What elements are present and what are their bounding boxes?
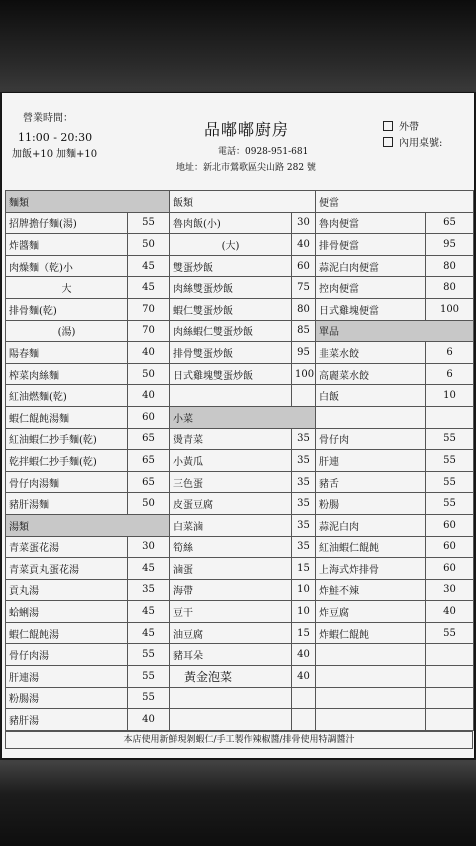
menu-sheet (2, 93, 474, 758)
menu-item-name: 紅油燃麵(乾) (6, 385, 128, 407)
menu-item-name: 榨菜肉絲麵 (6, 363, 128, 385)
menu-item-name: 滷蛋 (170, 558, 292, 580)
menu-item-price: 15 (292, 622, 316, 644)
restaurant-name: 品嘟嘟廚房 (204, 120, 290, 139)
menu-item-price: 50 (128, 493, 170, 515)
menu-item-name: 肉燥麵（乾)小 (6, 255, 128, 277)
hours-label: 營業時間： (23, 113, 73, 124)
menu-item-price: 6 (426, 363, 474, 385)
menu-item-name: 豬肝湯 (6, 709, 128, 731)
menu-item-price: 55 (128, 644, 170, 666)
takeout-label: 外帶 (399, 122, 419, 133)
menu-item-price: 40 (292, 666, 316, 688)
menu-item-name: 黃金泡菜 (170, 666, 292, 688)
menu-item-price: 45 (128, 255, 170, 277)
menu-item-name: 韭菜水餃 (316, 342, 426, 364)
menu-item-price (426, 644, 474, 666)
menu-item-name: 蝦仁雙蛋炒飯 (170, 298, 292, 320)
opening-hours: 11:00 - 20:30 (18, 131, 93, 144)
menu-item-name: 蝦仁餛飩湯麵 (6, 406, 128, 428)
menu-item-price: 55 (426, 493, 474, 515)
section-heading: 單品 (316, 320, 474, 342)
menu-item-price: 65 (426, 212, 474, 234)
menu-item-price: 100 (426, 298, 474, 320)
menu-item-price: 60 (292, 255, 316, 277)
menu-item-price (426, 666, 474, 688)
menu-item-name (316, 644, 426, 666)
menu-item-price: 95 (426, 234, 474, 256)
photo-background-bottom (0, 760, 476, 846)
menu-item-name: 貢丸湯 (6, 579, 128, 601)
menu-item-name: 蝦仁餛飩湯 (6, 622, 128, 644)
menu-item-price (426, 709, 474, 731)
menu-row (6, 687, 474, 709)
menu-item-name: 白飯 (316, 385, 426, 407)
category-heading: 麵類 (6, 191, 170, 213)
menu-item-name: 豆干 (170, 601, 292, 623)
menu-item-name (170, 385, 292, 407)
menu-item-price: 80 (426, 277, 474, 299)
menu-item-price: 50 (128, 363, 170, 385)
menu-item-price: 40 (128, 709, 170, 731)
menu-row (6, 450, 474, 472)
menu-item-price: 55 (426, 428, 474, 450)
menu-item-name: 日式雞塊便當 (316, 298, 426, 320)
menu-item-price: 55 (128, 687, 170, 709)
section-heading: 小菜 (170, 406, 316, 428)
menu-row (6, 234, 474, 256)
menu-item-name: 豬肝湯麵 (6, 493, 128, 515)
menu-item-name: 白菜滷 (170, 514, 292, 536)
menu-item-price: 65 (128, 450, 170, 472)
menu-row (6, 666, 474, 688)
menu-item-price: 10 (426, 385, 474, 407)
menu-row (6, 536, 474, 558)
menu-row (6, 579, 474, 601)
menu-row (6, 277, 474, 299)
menu-item-price: 45 (128, 277, 170, 299)
menu-item-price: 10 (292, 601, 316, 623)
menu-item-name: 骨仔肉湯麵 (6, 471, 128, 493)
menu-item-price: 55 (426, 622, 474, 644)
menu-item-name: 筍絲 (170, 536, 292, 558)
menu-item-name (316, 687, 426, 709)
menu-item-price: 10 (292, 579, 316, 601)
menu-item-price: 30 (128, 536, 170, 558)
menu-item-price (292, 687, 316, 709)
menu-row (6, 406, 474, 428)
menu-item-name: 骨仔肉湯 (6, 644, 128, 666)
menu-item-name: 青菜貢丸蛋花湯 (6, 558, 128, 580)
footer-note: 本店使用新鮮現剝蝦仁/手工製作辣椒醬/排骨使用特調醬汁 (5, 731, 473, 749)
menu-row (6, 255, 474, 277)
menu-item-name: 粉腸湯 (6, 687, 128, 709)
menu-item-name: 高麗菜水餃 (316, 363, 426, 385)
menu-item-price: 35 (128, 579, 170, 601)
menu-item-price (426, 406, 474, 428)
menu-item-name: 燙青菜 (170, 428, 292, 450)
menu-item-price: 60 (426, 514, 474, 536)
menu-item-price: 40 (128, 342, 170, 364)
dine-in-option[interactable] (383, 137, 442, 151)
menu-item-price: 80 (292, 298, 316, 320)
menu-item-price: 60 (426, 558, 474, 580)
category-header-row (6, 191, 474, 213)
takeout-checkbox[interactable] (383, 121, 393, 131)
menu-item-price: 40 (292, 644, 316, 666)
addon-rice: 加飯+10 (12, 149, 54, 160)
menu-item-name: 炸蝦仁餛飩 (316, 622, 426, 644)
menu-row (6, 385, 474, 407)
menu-row (6, 428, 474, 450)
menu-item-price: 80 (426, 255, 474, 277)
menu-row (6, 493, 474, 515)
menu-item-name: 豬舌 (316, 471, 426, 493)
addon-noodle: 加麵+10 (56, 149, 98, 160)
category-heading: 飯類 (170, 191, 316, 213)
menu-item-price: 85 (292, 320, 316, 342)
menu-item-name: 豬耳朵 (170, 644, 292, 666)
menu-item-price: 6 (426, 342, 474, 364)
dine-in-label: 內用桌號: (399, 138, 443, 149)
menu-item-price: 60 (128, 406, 170, 428)
menu-item-name: 骨仔肉 (316, 428, 426, 450)
menu-item-name: 肉絲蝦仁雙蛋炒飯 (170, 320, 292, 342)
menu-row (6, 342, 474, 364)
menu-item-price: 55 (426, 471, 474, 493)
menu-item-name (170, 709, 292, 731)
section-heading: 湯類 (6, 514, 170, 536)
menu-item-name: 肝連湯 (6, 666, 128, 688)
menu-item-name: 小黃瓜 (170, 450, 292, 472)
menu-row (6, 558, 474, 580)
menu-item-price: 55 (128, 666, 170, 688)
address: 地址：新北市鶯歌區尖山路 282 號 (176, 163, 316, 173)
menu-item-price: 40 (426, 601, 474, 623)
menu-item-price: 45 (128, 622, 170, 644)
menu-item-price: 15 (292, 558, 316, 580)
menu-row (6, 622, 474, 644)
menu-item-price: 40 (292, 234, 316, 256)
menu-item-price: 50 (128, 234, 170, 256)
menu-item-name: 排骨便當 (316, 234, 426, 256)
menu-item-price: 45 (128, 558, 170, 580)
menu-row (6, 320, 474, 342)
menu-item-price: 55 (426, 450, 474, 472)
menu-row (6, 363, 474, 385)
menu-item-price: 35 (292, 471, 316, 493)
menu-row (6, 709, 474, 731)
menu-item-name: 炸豆腐 (316, 601, 426, 623)
menu-item-price: 55 (128, 212, 170, 234)
menu-item-price (292, 385, 316, 407)
menu-item-name: 肉絲雙蛋炒飯 (170, 277, 292, 299)
menu-item-name: 紅油蝦仁餛飩 (316, 536, 426, 558)
menu-item-price: 40 (128, 385, 170, 407)
menu-item-name: 皮蛋豆腐 (170, 493, 292, 515)
menu-item-name: 排骨雙蛋炒飯 (170, 342, 292, 364)
menu-item-name: 控肉便當 (316, 277, 426, 299)
menu-item-price: 35 (292, 428, 316, 450)
menu-item-price: 35 (292, 450, 316, 472)
menu-item-name: 油豆腐 (170, 622, 292, 644)
menu-item-name: 肝連 (316, 450, 426, 472)
menu-item-name: (湯) (6, 320, 128, 342)
menu-item-price: 35 (292, 536, 316, 558)
menu-item-price: 45 (128, 601, 170, 623)
menu-row (6, 644, 474, 666)
menu-item-name: 上海式炸排骨 (316, 558, 426, 580)
menu-item-name: 三色蛋 (170, 471, 292, 493)
photo-background-top (0, 0, 476, 92)
menu-item-name: 紅油蝦仁抄手麵(乾) (6, 428, 128, 450)
menu-item-name: 日式雞塊雙蛋炒飯 (170, 363, 292, 385)
menu-item-name: 海帶 (170, 579, 292, 601)
menu-item-name: 粉腸 (316, 493, 426, 515)
menu-item-name: 招牌擔仔麵(湯) (6, 212, 128, 234)
menu-item-price: 70 (128, 298, 170, 320)
menu-item-name: (大) (170, 234, 292, 256)
menu-item-price: 60 (426, 536, 474, 558)
menu-item-name: 雙蛋炒飯 (170, 255, 292, 277)
menu-item-price: 75 (292, 277, 316, 299)
menu-item-name (316, 406, 426, 428)
menu-item-price (292, 709, 316, 731)
menu-item-name: 大 (6, 277, 128, 299)
menu-item-name: 排骨麵(乾) (6, 298, 128, 320)
menu-item-price: 35 (292, 493, 316, 515)
menu-item-price: 95 (292, 342, 316, 364)
takeout-option[interactable] (383, 121, 419, 135)
dine-in-checkbox[interactable] (383, 137, 393, 147)
category-heading: 便當 (316, 191, 474, 213)
menu-item-name (316, 709, 426, 731)
menu-item-name: 魯肉便當 (316, 212, 426, 234)
menu-item-price: 100 (292, 363, 316, 385)
menu-item-name (316, 666, 426, 688)
phone-number: 電話：0928-951-681 (218, 147, 309, 157)
menu-item-name: 炸鮭不辣 (316, 579, 426, 601)
menu-row (6, 514, 474, 536)
menu-item-price: 30 (426, 579, 474, 601)
menu-item-price: 65 (128, 471, 170, 493)
menu-item-name: 蛤蜊湯 (6, 601, 128, 623)
menu-table (5, 190, 474, 731)
menu-row (6, 601, 474, 623)
menu-item-price: 35 (292, 514, 316, 536)
menu-item-price: 70 (128, 320, 170, 342)
menu-item-name: 蒜泥白肉 (316, 514, 426, 536)
menu-item-name (170, 687, 292, 709)
menu-item-price (426, 687, 474, 709)
menu-item-name: 魯肉飯(小) (170, 212, 292, 234)
menu-row (6, 212, 474, 234)
menu-item-price: 30 (292, 212, 316, 234)
menu-row (6, 471, 474, 493)
menu-item-name: 陽春麵 (6, 342, 128, 364)
menu-item-name: 青菜蛋花湯 (6, 536, 128, 558)
menu-item-name: 乾拌蝦仁抄手麵(乾) (6, 450, 128, 472)
menu-item-name: 蒜泥白肉便當 (316, 255, 426, 277)
menu-item-name: 炸醬麵 (6, 234, 128, 256)
menu-item-price: 65 (128, 428, 170, 450)
menu-row (6, 298, 474, 320)
